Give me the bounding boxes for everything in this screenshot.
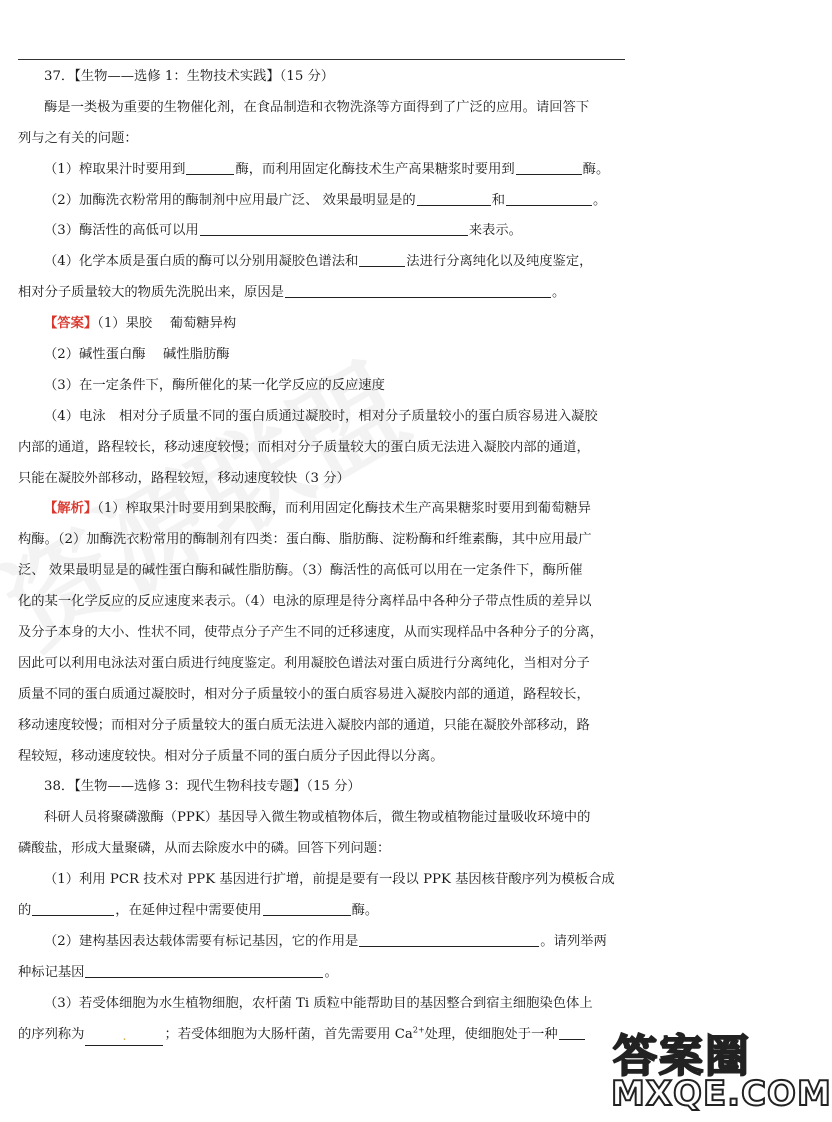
q37-sub1: （1）榨取果汁时要用到 酶，而利用固定化酶技术生产高果糖浆时要用到 酶。 [18, 155, 630, 186]
q38-sub1-cont: 的 ，在延伸过程中需要使用 酶。 [18, 896, 630, 927]
analysis37-line7: 质量不同的蛋白质通过凝胶时，相对分子质量较小的蛋白质容易进入凝胶内部的通道，路程较长， [18, 686, 590, 702]
analysis37-line5: 及分子本身的大小、性状不同，使带点分子产生不同的迁移速度，从而实现样品中各种分子的分离， [18, 625, 604, 641]
q38-sub3-cont: 的序列称为 . ；若受体细胞为大肠杆菌，首先需要用 $Ca^{2+}$处理，使细胞处于一种 [18, 1020, 630, 1051]
site-logo [607, 1020, 832, 1120]
answer-blank [263, 900, 351, 916]
answer-blank [85, 962, 323, 978]
answer37-line6: 只能在凝胶外部移动，路程较短，移动速度较快（3 分） [18, 470, 350, 486]
analysis37-line2: 构酶。（2）加酶洗衣粉常用的酶制剂有四类：蛋白酶、脂肪酶、淀粉酶和纤维素酶，其中应用最广 [18, 532, 592, 548]
analysis37-line6: 因此可以利用电泳法对蛋白质进行纯度鉴定。利用凝胶色谱法对蛋白质进行分离纯化，当相对分子 [18, 655, 590, 671]
answer-blank [200, 220, 468, 236]
answer37-line3: （3）在一定条件下，酶所催化的某一化学反应的反应速度 [44, 377, 385, 393]
q37-sub4: （4）化学本质是蛋白质的酶可以分别用凝胶色谱法和 法进行分离纯化以及纯度鉴定， [18, 247, 630, 278]
q38-sub3: （3）若受体细胞为水生植物细胞，农杆菌 Ti 质粒中能帮助目的基因整合到宿主细胞染色体上 [44, 995, 593, 1011]
analysis37-line9: 程较短，移动速度较快。相对分子质量不同的蛋白质分子因此得以分离。 [18, 748, 444, 764]
answer-blank [506, 190, 592, 206]
answer-blank [559, 1024, 585, 1040]
analysis-label: 【解析】 [44, 501, 98, 517]
answer-blank: . [85, 1030, 163, 1046]
answer-blank [32, 900, 114, 916]
answer37-line1: 【答案】（1）果胶 葡萄糖异构 [44, 316, 237, 332]
answer-blank [417, 190, 491, 206]
analysis37-line8: 移动速度较慢；而相对分子质量较大的蛋白质无法进入凝胶内部的通道，只能在凝胶外部移动，路 [18, 717, 590, 733]
q37-intro: 酶是一类极为重要的生物催化剂，在食品制造和衣物洗涤等方面得到了广泛的应用。请回答下 [44, 99, 590, 115]
q38-intro-cont: 磷酸盐，形成大量聚磷，从而去除废水中的磷。回答下列问题： [18, 841, 391, 857]
document-body [18, 62, 630, 1051]
q37-sub2: （2）加酶洗衣粉常用的酶制剂中应用最广泛、 效果最明显是的 和 。 [18, 186, 630, 217]
q37-intro-cont: 列与之有关的问题： [18, 130, 138, 146]
top-rule [18, 59, 625, 60]
q38-intro: 科研人员将聚磷激酶（PPK）基因导入微生物或植物体后，微生物或植物能过量吸收环境中的 [44, 810, 591, 826]
q37-header: 37．【生物——选修 1：生物技术实践】（15 分） [44, 69, 335, 84]
q37-sub4-cont: 相对分子质量较大的物质先洗脱出来，原因是 。 [18, 278, 630, 309]
answer-blank [359, 931, 539, 947]
answer37-line4: （4）电泳 相对分子质量不同的蛋白质通过凝胶时，相对分子质量较小的蛋白质容易进入凝胶 [44, 408, 598, 424]
q38-header: 38．【生物——选修 3：现代生物科技专题】（15 分） [44, 779, 361, 795]
answer37-line5: 内部的通道，路程较长，移动速度较慢；而相对分子质量较大的蛋白质无法进入凝胶内部的通道， [18, 439, 590, 455]
q37-sub3: （3）酶活性的高低可以用 来表示。 [18, 216, 630, 247]
answer-blank [285, 282, 551, 298]
analysis37-line3: 泛、 效果最明显是的碱性蛋白酶和碱性脂肪酶。（3）酶活性的高低可以用在一定条件下，酶所催 [18, 563, 583, 579]
analysis37-line1: 【解析】（1）榨取果汁时要用到果胶酶，而利用固定化酶技术生产高果糖浆时要用到葡萄糖异 [44, 501, 591, 517]
q38-sub2-cont: 种标记基因 。 [18, 958, 630, 989]
answer-blank [516, 159, 582, 175]
analysis37-line4: 化的某一化学反应的反应速度来表示。（4）电泳的原理是待分离样品中各种分子带点性质的差异以 [18, 594, 592, 610]
answer37-line2: （2）碱性蛋白酶 碱性脂肪酶 [44, 347, 230, 363]
q38-sub1: （1）利用 PCR 技术对 PPK 基因进行扩增，前提是要有一段以 PPK 基因核苷酸序列为模板合成 [44, 872, 615, 888]
q38-sub2: （2）建构基因表达载体需要有标记基因，它的作用是 。请列举两 [18, 927, 630, 958]
answer-blank [359, 251, 405, 267]
logo-chinese-text: 答案圈 [613, 1031, 751, 1082]
answer-label: 【答案】 [44, 316, 98, 332]
logo-english-text: MXQE.COM [611, 1074, 832, 1114]
answer-blank [186, 159, 234, 175]
